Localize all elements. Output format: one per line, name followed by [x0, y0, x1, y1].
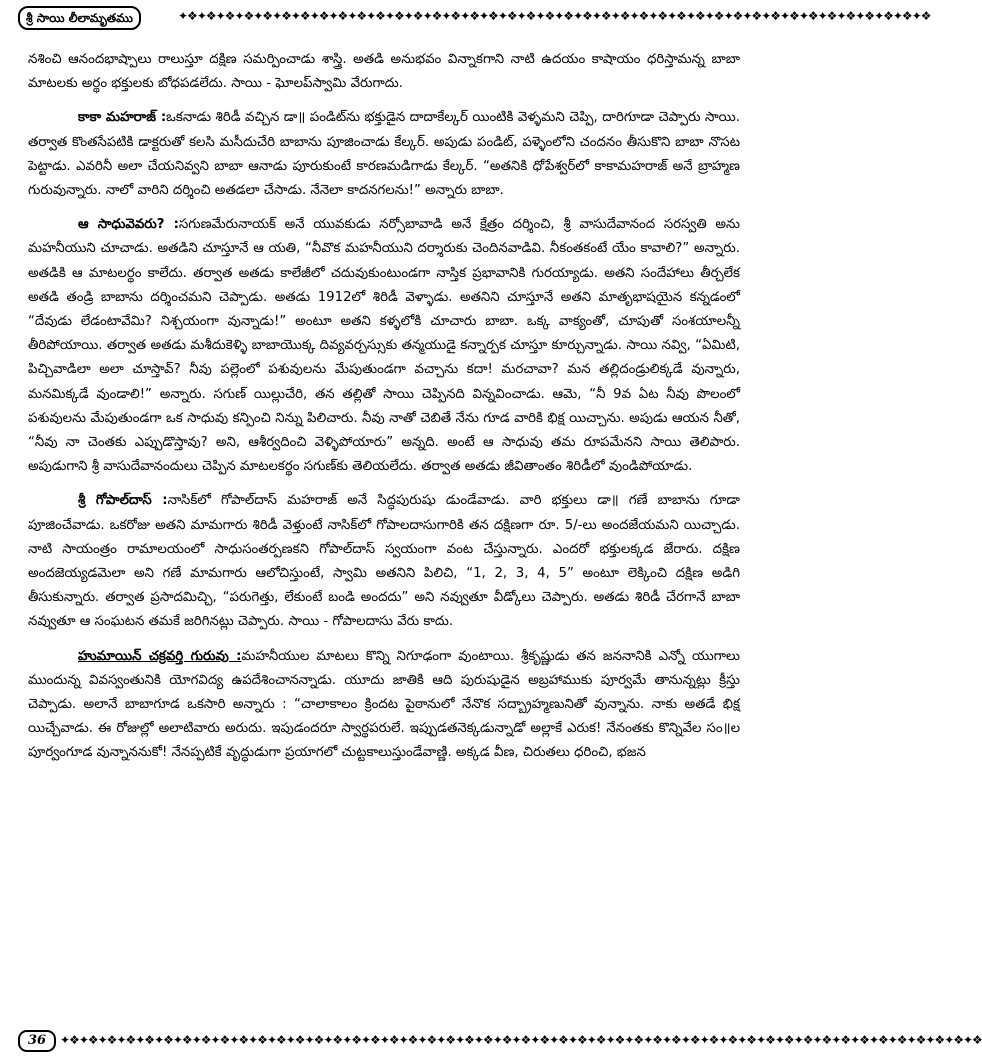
section-heading: శ్రీ గోపాల్‌దాస్ : [78, 493, 168, 509]
section-kaka-maharaj [28, 106, 740, 203]
book-title: శ్రీ సాయి లీలామృతము [18, 6, 141, 30]
paragraph [28, 48, 740, 96]
section-humayun-guru [28, 645, 740, 766]
paragraph-text: నాసిక్‌లో గోపాల్‌దాస్ మహరాజ్ అనే సిద్ధపురుషు డుండేవాడు. వారి భక్తులు డా॥ గణే బాబాను గూడా పూజించేవాడు. ఒకరోజు అతని మామగారు శిరిడీ వెళ్తుంటే నాసిక్‌లో గోపాలదాసుగారికి తన దక్షిణగా రూ. 5/-లు అందజేయమని యిచ్చాడు. నాటి సాయంత్రం రామాలయంలో సాధుసంతర్పణకని గోపాల్‌దాస్ స్వయంగా వంట చేస్తున్నారు. ఎందరో భక్తులక్కడ జేరారు. దక్షిణ అందజెయ్యడమెలా అని గణే మామగారు ఆలోచిస్తుంటే, స్వామి అతనిని పిలిచి, “1, 2, 3, 4, 5” అంటూ లెక్కించి దక్షిణ అడిగి తీసుకున్నారు. తర్వాత ప్రసాదమిచ్చి, “పరుగెత్తు, లేకుంటే బండి అందదు” అని నవ్వుతూ వీడ్కోలు చెప్పారు. అతడు శిరిడీ చేరగానే బాబా నవ్వుతూ ఆ సంఘటన తమకే జరిగినట్లు చెప్పారు. సాయి - గోపాలదాసు వేరు కాదు. [28, 493, 740, 630]
footer-ornament-border: ✦❖✦❖✦❖✦❖✦❖✦❖✦❖✦❖✦❖✦❖✦❖✦❖✦❖✦❖✦❖✦❖✦❖✦❖✦❖✦❖✦❖✦❖✦❖✦❖✦❖✦❖✦❖✦❖✦❖✦❖✦❖✦❖✦❖✦❖✦❖✦❖✦❖✦❖✦❖✦❖✦❖✦❖✦❖✦❖✦❖✦❖✦❖✦❖✦❖ [60, 1033, 982, 1047]
page-number: 36 [18, 1030, 56, 1052]
page-body [28, 48, 740, 766]
section-gopaldas [28, 489, 740, 634]
section-heading: హుమాయిన్ చక్రవర్తి గురువు : [78, 648, 242, 664]
paragraph-text: నశించి ఆనందభాష్పాలు రాలుస్తూ దక్షిణ సమర్పించాడు శాస్త్రి. అతడి అనుభవం విన్నాకగాని నాటి ఉదయం కాషాయం ధరిస్తామన్న బాబా మాటలకు అర్థం భక్తులకు బోధపడలేదు. సాయి - ఘోలప్‌స్వామి వేరుగాదు. [28, 52, 740, 92]
section-heading: ఆ సాధువెవరు? : [78, 217, 179, 233]
header-ornament-border: ✦❖✦❖✦❖✦❖✦❖✦❖✦❖✦❖✦❖✦❖✦❖✦❖✦❖✦❖✦❖✦❖✦❖✦❖✦❖✦❖✦❖✦❖✦❖✦❖✦❖✦❖✦❖✦❖✦❖✦❖✦❖✦❖✦❖✦❖✦❖✦❖✦❖✦❖✦❖✦❖ [178, 9, 931, 23]
page-footer [18, 1030, 982, 1052]
section-sadhu [28, 213, 740, 479]
section-heading: కాకా మహరాజ్ : [78, 110, 167, 126]
paragraph-text: మహనీయుల మాటలు కొన్ని నిగూఢంగా వుంటాయి. శ్రీకృష్ణుడు తన జననానికి ఎన్నో యుగాలు ముందున్న వివస్వంతునికి యోగవిద్య ఉపదేశించానన్నాడు. యూదు జాతికి ఆది పురుషుడైన అబ్రహాముకు పూర్వమే తానున్నట్లు క్రీస్తు చెప్పాడు. అలానే బాబాగూడ ఒకసారి అన్నారు : “చాలాకాలం క్రిందట పైఠానులో నేనొక సద్బ్రాహ్మణునితో వున్నాను. నాకు అతడే భిక్ష యిచ్చేవాడు. ఈ రోజుల్లో అలాటివారు అరుదు. ఇపుడందరూ స్వార్థపరులే. ఇప్పుడతనెక్కడున్నాడో అల్లాకే ఎరుక! నేనంతకు కొన్నివేల సం॥ల పూర్వంగూడ వున్నాననుకో! నేనప్పటికే వృద్ధుడుగా ప్రయాగలో చుట్టకాలుస్తుండేవాణ్ణి. అక్కడ వీణ, చిరుతలు ధరించి, భజన [28, 648, 740, 761]
paragraph-text: ఒకనాడు శిరిడీ వచ్చిన డా॥ పండిట్‌ను భక్తుడైన దాదాకేల్కర్ యింటికి వెళ్ళమని చెప్పి, దారిగూడా చెప్పారు సాయి. తర్వాత కొంతసేపటికి డాక్టరుతో కలసి మసీదుచేరి బాబాను పూజించాడు కేల్కర్. అపుడు పండిట్, పళ్ళెంలోని చందనం తీసుకొని బాబా నొసట పెట్టాడు. ఎవరినీ అలా చేయనివ్వని బాబా ఆనాడు పూరుకుంటే కారణమడిగాడు కేల్కర్. “అతనికి ధోపేశ్వర్‌లో కాకామహరాజ్ అనే బ్రాహ్మణ గురువున్నారు. నాలో వారిని దర్శించి అతడలా చేసాడు. నేనెలా కాదనగలను!” అన్నారు బాబా. [28, 110, 740, 199]
page-header [18, 6, 931, 28]
paragraph-text: సగుణమేరునాయక్ అనే యువకుడు నర్సోబావాడి అనే క్షేత్రం దర్శించి, శ్రీ వాసుదేవానంద సరస్వతి అను మహనీయుని చూచాడు. అతడిని చూస్తూనే ఆ యతి, “నీవొక మహనీయుని దర్శారుకు చెందినవాడివి. నీకంతకంటే యేం కావాలి?” అన్నారు. అతడికి ఆ మాటలర్థం కాలేదు. తర్వాత అతడు కాలేజీలో చదువుకుంటుండగా నాస్తిక ప్రభావానికి గురయ్యాడు. అతని సందేహాలు తీర్చలేక అతడి తండ్రి బాబాను దర్శించమని చెప్పాడు. అతడు 1912లో శిరిడీ వెళ్ళాడు. అతనిని చూస్తూనే అతని మాతృభాషయైన కన్నడంలో “దేవుడు లేడంటావేమి? నిశ్చయంగా వున్నాడు!” అంటూ అతని కళ్ళలోకి చూచారు బాబా. ఒక్క వాక్యంతో, చూపుతో సంశయాలన్నీ తీరిపోయాయి. తర్వాత అతడు మశీదుకెళ్ళి బాబాయొక్క దివ్యవర్చస్సుకు తన్మయుడై కన్నార్పక చూస్తూ కూర్చున్నాడు. సాయి నవ్వి, “ఏమిటి, పిచ్చివాడిలా అలా చూస్తావ్? నీవు పల్లెంలో పశువులను మేపుతుండగా వచ్చాను కదా! మరచావా? మన తల్లిదండ్రులిక్కడే వున్నారు, మనమిక్కడే వుండాలి!” అన్నారు. సగుణ్ యిల్లుచేరి, తన తల్లితో సాయి చెప్పినది విన్నవించాడు. ఆమె, “నీ 9వ ఏట నీవు పొలంలో పశువులను మేపుతుండగా ఒక సాధువు కన్పించి నిన్ను పిలిచారు. నీవు నాతో చెబితే నేను గూడ వారికి భిక్ష యిచ్చాను. అపుడు ఆయన నీతో, “నీవు నా చెంతకు ఎప్పుడొస్తావు? అని, ఆశీర్వదించి వెళ్ళిపోయారు” అన్నది. అంటే ఆ సాధువు తమ రూపమేనని సాయి తెలిపారు. అపుడుగాని శ్రీ వాసుదేవానందులు చెప్పిన మాటలకర్థం సగుణ్‌కు తెలియలేదు. తర్వాత అతడు జీవితాంతం శిరిడీలో వుండిపోయాడు. [28, 217, 740, 475]
